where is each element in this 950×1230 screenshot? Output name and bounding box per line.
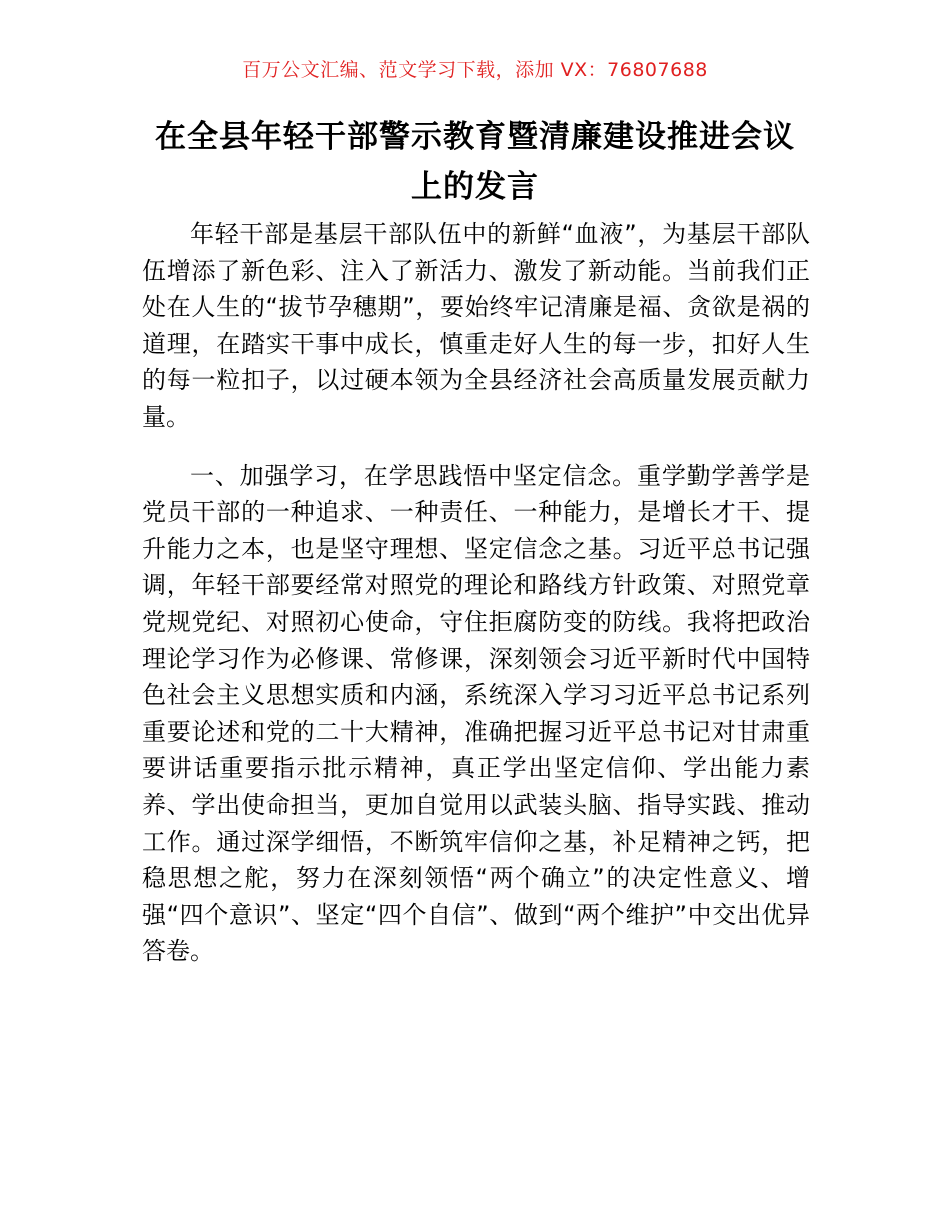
paragraph-intro: 年轻干部是基层干部队伍中的新鲜“血液”，为基层干部队伍增添了新色彩、注入了新活力、激发了新动能。当前我们正处在人生的“拔节孕穗期”，要始终牢记清廉是福、贪欲是祸的道理，在踏实干事中成长，慎重走好人生的每一步，扣好人生的每一粒扣子，以过硬本领为全县经济社会高质量发展贡献力量。 bbox=[142, 220, 810, 431]
header-banner: 百万公文汇编、范文学习下载，添加 VX：76807688 bbox=[242, 59, 708, 81]
document-title: 在全县年轻干部警示教育暨清廉建设推进会议上的发言 bbox=[155, 119, 795, 205]
paragraph-section-one: 一、加强学习，在学思践悟中坚定信念。重学勤学善学是党员干部的一种追求、一种责任、一种能力，是增长才干、提升能力之本，也是坚守理想、坚定信念之基。习近平总书记强调，年轻干部要经常对照党的理论和路线方针政策、对照党章党规党纪、对照初心使命，守住拒腐防变的防线。我将把政治理论学习作为必修课、常修课，深刻领会习近平新时代中国特色社会主义思想实质和内涵，系统深入学习习近平总书记系列重要论述和党的二十大精神，准确把握习近平总书记对甘肃重要讲话重要指示批示精神，真正学出坚定信仰、学出能力素养、学出使命担当，更加自觉用以武装头脑、指导实践、推动工作。通过深学细悟，不断筑牢信仰之基，补足精神之钙，把稳思想之舵，努力在深刻领悟“两个确立”的决定性意义、增强“四个意识”、坚定“四个自信”、做到“两个维护”中交出优异答卷。 bbox=[142, 461, 810, 966]
document-body bbox=[142, 216, 810, 970]
